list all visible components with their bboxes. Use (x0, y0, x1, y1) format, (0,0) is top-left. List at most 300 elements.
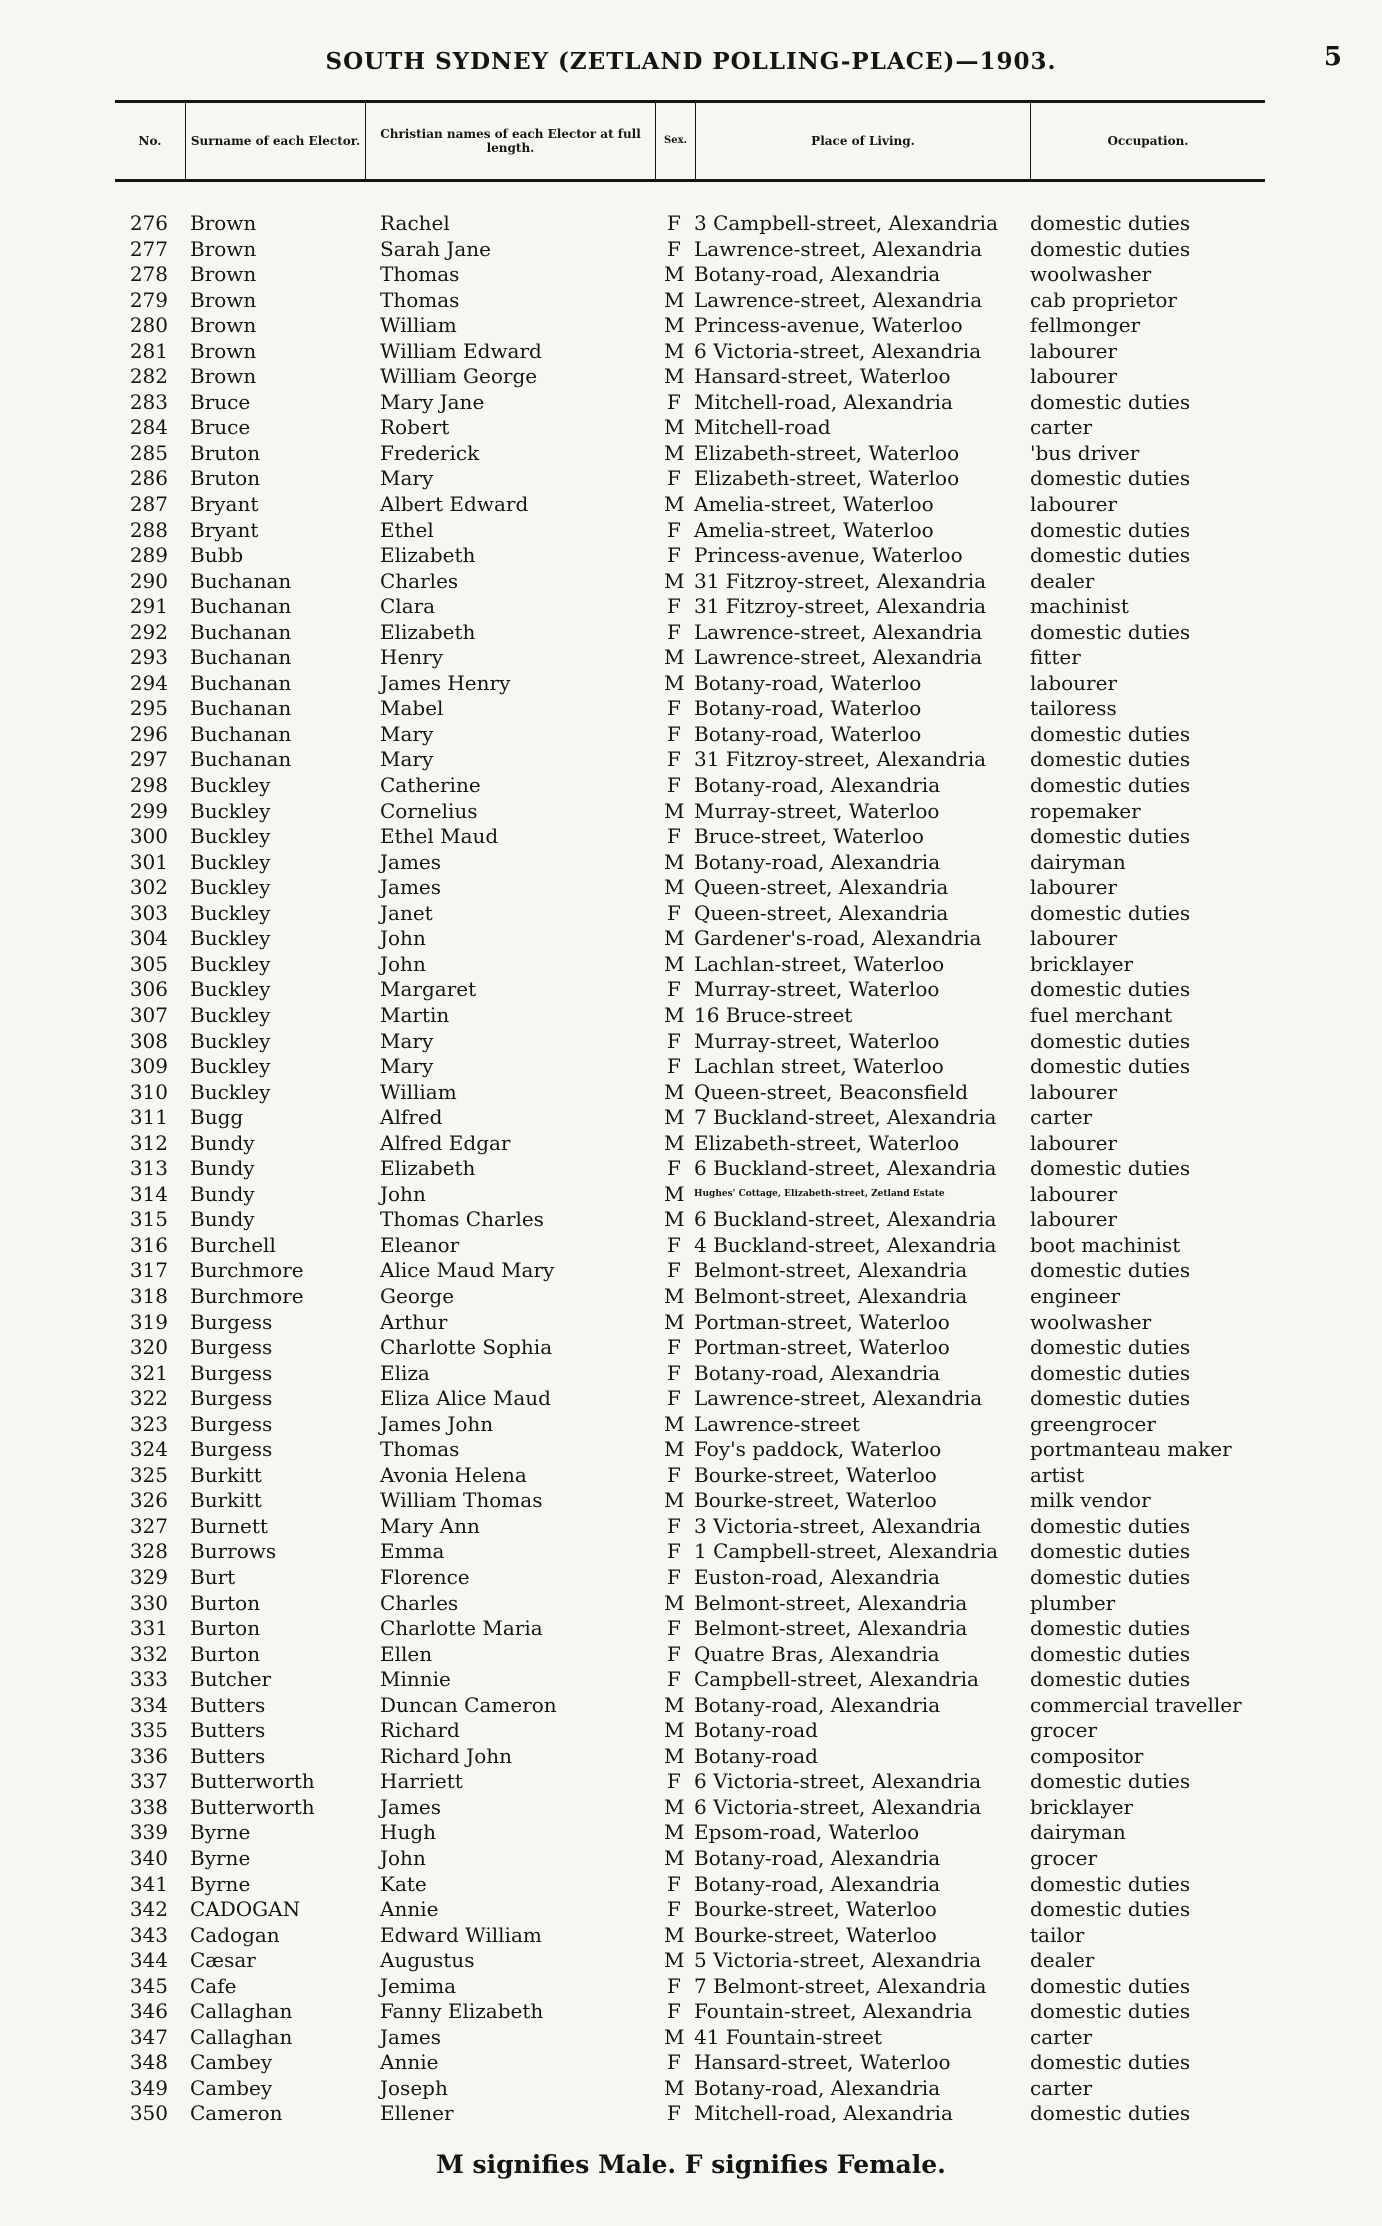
elector-christian-names: Charles (380, 1590, 459, 1615)
elector-surname: Callaghan (190, 2024, 293, 2049)
table-row (0, 441, 1382, 467)
elector-surname: Buckley (190, 773, 271, 798)
elector-place: Hughes' Cottage, Elizabeth-street, Zetland Estate (694, 1188, 945, 1199)
elector-number: 322 (129, 1386, 168, 1411)
table-row (0, 645, 1382, 671)
elector-number: 299 (129, 798, 168, 823)
table-row (0, 364, 1382, 390)
elector-sex: M (664, 568, 685, 593)
elector-occupation: domestic duties (1030, 1616, 1191, 1641)
elector-christian-names: Avonia Helena (380, 1462, 527, 1487)
elector-place: Lawrence-street, Alexandria (694, 645, 983, 670)
elector-surname: Buckley (190, 1002, 271, 1027)
elector-number: 340 (129, 1846, 168, 1870)
elector-sex: F (667, 1769, 681, 1794)
table-row (0, 824, 1382, 850)
elector-place: Botany-road, Alexandria (694, 1360, 941, 1385)
elector-occupation: bricklayer (1030, 1794, 1134, 1819)
elector-place: Lawrence-street, Alexandria (694, 1386, 983, 1411)
table-row (0, 1642, 1382, 1668)
elector-christian-names: Augustus (380, 1948, 475, 1973)
elector-sex: F (667, 619, 681, 644)
elector-occupation: domestic duties (1030, 1360, 1191, 1385)
column-header-sex: Sex. (655, 103, 695, 179)
elector-place: Botany-road, Alexandria (694, 262, 941, 287)
elector-sex: F (667, 721, 681, 746)
table-row (0, 1923, 1382, 1949)
elector-sex: M (664, 1922, 685, 1947)
table-header (115, 100, 1265, 182)
elector-occupation: domestic duties (1030, 1513, 1191, 1538)
elector-surname: Burchmore (190, 1283, 304, 1308)
elector-surname: Butterworth (190, 1794, 315, 1819)
elector-sex: F (667, 2101, 681, 2126)
elector-occupation: domestic duties (1030, 543, 1191, 568)
elector-number: 336 (129, 1743, 168, 1768)
elector-christian-names: Annie (380, 1897, 439, 1922)
elector-number: 282 (129, 364, 168, 389)
elector-place: Mitchell-road (694, 415, 831, 440)
elector-surname: Burnett (190, 1513, 268, 1538)
elector-sex: F (667, 1897, 681, 1922)
table-row (0, 1488, 1382, 1514)
elector-christian-names: Charlotte Maria (380, 1616, 543, 1641)
elector-surname: Buchanan (190, 670, 292, 695)
elector-surname: Cameron (190, 2101, 283, 2126)
elector-number: 298 (129, 773, 168, 798)
elector-place: Portman-street, Waterloo (694, 1335, 950, 1360)
elector-surname: Burgess (190, 1360, 273, 1385)
elector-number: 309 (129, 1054, 168, 1079)
elector-number: 293 (129, 645, 168, 670)
elector-number: 281 (129, 338, 168, 363)
table-row (0, 1284, 1382, 1310)
table-row (0, 492, 1382, 518)
elector-number: 304 (129, 926, 168, 951)
elector-christian-names: Margaret (380, 977, 477, 1002)
elector-christian-names: Florence (380, 1564, 470, 1589)
elector-sex: F (667, 1973, 681, 1998)
elector-occupation: woolwasher (1030, 262, 1152, 287)
elector-surname: Butcher (190, 1667, 272, 1692)
elector-surname: Bryant (190, 492, 259, 517)
elector-surname: Burgess (190, 1309, 273, 1334)
table-row (0, 977, 1382, 1003)
elector-surname: Bundy (190, 1207, 255, 1232)
table-row (0, 466, 1382, 492)
elector-surname: Bruton (190, 466, 261, 491)
elector-place: Botany-road, Waterloo (694, 696, 922, 721)
elector-surname: Buckley (190, 900, 271, 925)
table-row (0, 1386, 1382, 1412)
elector-christian-names: Hugh (380, 1820, 437, 1845)
elector-sex: M (664, 1846, 685, 1870)
elector-christian-names: Emma (380, 1539, 445, 1564)
elector-surname: Bundy (190, 1130, 255, 1155)
elector-surname: Buchanan (190, 645, 292, 670)
elector-place: 31 Fitzroy-street, Alexandria (694, 747, 987, 772)
elector-christian-names: Thomas Charles (380, 1207, 544, 1232)
elector-surname: Butters (190, 1692, 266, 1717)
elector-occupation: plumber (1030, 1590, 1116, 1615)
elector-place: 7 Buckland-street, Alexandria (694, 1105, 997, 1130)
elector-surname: Brown (190, 236, 257, 261)
elector-christian-names: Mabel (380, 696, 444, 721)
elector-number: 303 (129, 900, 168, 925)
elector-place: Bourke-street, Waterloo (694, 1462, 937, 1487)
elector-number: 331 (129, 1616, 168, 1641)
elector-christian-names: Robert (380, 415, 450, 440)
elector-christian-names: Annie (380, 2050, 439, 2075)
elector-sex: F (667, 1054, 681, 1079)
elector-sex: M (664, 875, 685, 900)
elector-surname: Cambey (190, 2050, 273, 2075)
elector-place: Botany-road, Alexandria (694, 1692, 941, 1717)
elector-sex: F (667, 1462, 681, 1487)
elector-number: 348 (129, 2050, 168, 2075)
elector-christian-names: Richard (380, 1718, 460, 1743)
elector-surname: Bundy (190, 1156, 255, 1181)
elector-occupation: commercial traveller (1030, 1692, 1242, 1717)
elector-christian-names: Joseph (380, 2075, 448, 2100)
elector-number: 313 (129, 1156, 168, 1181)
elector-number: 328 (129, 1539, 168, 1564)
elector-number: 297 (129, 747, 168, 772)
elector-christian-names: Richard John (380, 1743, 513, 1768)
elector-surname: Buchanan (190, 594, 292, 619)
elector-sex: M (664, 1820, 685, 1845)
elector-surname: Buckley (190, 875, 271, 900)
elector-sex: M (664, 1309, 685, 1334)
elector-number: 306 (129, 977, 168, 1002)
elector-number: 278 (129, 262, 168, 287)
elector-surname: Brown (190, 262, 257, 287)
table-row (0, 313, 1382, 339)
elector-occupation: domestic duties (1030, 773, 1191, 798)
elector-surname: Bruton (190, 440, 261, 465)
elector-occupation: dealer (1030, 568, 1095, 593)
table-row (0, 1361, 1382, 1387)
elector-occupation: boot machinist (1030, 1232, 1181, 1257)
elector-number: 343 (129, 1922, 168, 1947)
elector-sex: M (664, 1590, 685, 1615)
elector-occupation: domestic duties (1030, 619, 1191, 644)
elector-place: 6 Victoria-street, Alexandria (694, 338, 982, 363)
elector-christian-names: Elizabeth (380, 543, 476, 568)
elector-number: 333 (129, 1667, 168, 1692)
elector-surname: Burchell (190, 1232, 276, 1257)
elector-sex: F (667, 543, 681, 568)
elector-occupation: compositor (1030, 1743, 1144, 1768)
elector-number: 291 (129, 594, 168, 619)
elector-sex: M (664, 492, 685, 517)
table-row (0, 952, 1382, 978)
table-row (0, 1539, 1382, 1565)
elector-sex: M (664, 1105, 685, 1130)
table-row (0, 1437, 1382, 1463)
elector-occupation: fellmonger (1030, 313, 1141, 338)
table-row (0, 1718, 1382, 1744)
elector-place: Murray-street, Waterloo (694, 1028, 940, 1053)
elector-surname: Butters (190, 1743, 266, 1768)
elector-christian-names: Elizabeth (380, 1156, 476, 1181)
elector-place: 3 Victoria-street, Alexandria (694, 1513, 982, 1538)
elector-place: Botany-road (694, 1718, 818, 1743)
table-row (0, 1131, 1382, 1157)
table-row (0, 1463, 1382, 1489)
elector-sex: F (667, 389, 681, 414)
elector-number: 292 (129, 619, 168, 644)
table-row (0, 1182, 1382, 1208)
elector-christian-names: Mary (380, 466, 434, 491)
elector-sex: F (667, 466, 681, 491)
elector-surname: Buchanan (190, 696, 292, 721)
elector-number: 295 (129, 696, 168, 721)
elector-christian-names: James (380, 1794, 442, 1819)
elector-surname: Bugg (190, 1105, 244, 1130)
elector-occupation: domestic duties (1030, 721, 1191, 746)
elector-place: Bourke-street, Waterloo (694, 1897, 937, 1922)
elector-place: Lawrence-street (694, 1411, 860, 1436)
table-row (0, 2076, 1382, 2102)
elector-number: 318 (129, 1283, 168, 1308)
elector-surname: Buchanan (190, 619, 292, 644)
elector-surname: Burkitt (190, 1462, 262, 1487)
elector-sex: M (664, 440, 685, 465)
elector-number: 339 (129, 1820, 168, 1845)
elector-place: 4 Buckland-street, Alexandria (694, 1232, 997, 1257)
elector-christian-names: Cornelius (380, 798, 478, 823)
elector-place: Bruce-street, Waterloo (694, 824, 924, 849)
table-row (0, 569, 1382, 595)
table-row (0, 1897, 1382, 1923)
elector-place: Hansard-street, Waterloo (694, 2050, 951, 2075)
elector-sex: F (667, 1335, 681, 1360)
elector-occupation: greengrocer (1030, 1411, 1156, 1436)
elector-sex: M (664, 364, 685, 389)
elector-occupation: artist (1030, 1462, 1085, 1487)
elector-place: Belmont-street, Alexandria (694, 1258, 968, 1283)
elector-sex: M (664, 1743, 685, 1768)
elector-occupation: labourer (1030, 1181, 1118, 1206)
table-row (0, 1820, 1382, 1846)
elector-place: Lachlan-street, Waterloo (694, 951, 945, 976)
elector-sex: M (664, 798, 685, 823)
elector-place: Epsom-road, Waterloo (694, 1820, 920, 1845)
table-row (0, 390, 1382, 416)
elector-occupation: carter (1030, 415, 1093, 440)
table-row (0, 1054, 1382, 1080)
elector-surname: Burton (190, 1590, 261, 1615)
elector-surname: Bryant (190, 517, 259, 542)
elector-sex: M (664, 1130, 685, 1155)
table-row (0, 543, 1382, 569)
column-header-no: No. (138, 134, 162, 148)
elector-christian-names: John (380, 951, 426, 976)
elector-sex: M (664, 1207, 685, 1232)
elector-occupation: domestic duties (1030, 1871, 1191, 1896)
elector-sex: M (664, 645, 685, 670)
elector-number: 324 (129, 1437, 168, 1462)
elector-place: 1 Campbell-street, Alexandria (694, 1539, 998, 1564)
elector-sex: F (667, 1999, 681, 2024)
elector-place: 31 Fitzroy-street, Alexandria (694, 594, 987, 619)
elector-place: Elizabeth-street, Waterloo (694, 1130, 960, 1155)
elector-number: 307 (129, 1002, 168, 1027)
table-row (0, 799, 1382, 825)
elector-christian-names: Rachel (380, 211, 450, 235)
elector-christian-names: William (380, 313, 457, 338)
elector-sex: F (667, 977, 681, 1002)
elector-place: Bourke-street, Waterloo (694, 1488, 937, 1513)
elector-occupation: domestic duties (1030, 1258, 1191, 1283)
table-row (0, 2050, 1382, 2076)
elector-sex: M (664, 338, 685, 363)
elector-occupation: domestic duties (1030, 747, 1191, 772)
elector-place: Botany-road, Waterloo (694, 721, 922, 746)
table-row (0, 926, 1382, 952)
table-row (0, 1693, 1382, 1719)
elector-number: 349 (129, 2075, 168, 2100)
elector-place: Foy's paddock, Waterloo (694, 1437, 942, 1462)
table-row (0, 1258, 1382, 1284)
elector-occupation: labourer (1030, 1207, 1118, 1232)
elector-sex: M (664, 1079, 685, 1104)
elector-number: 310 (129, 1079, 168, 1104)
elector-occupation: domestic duties (1030, 2101, 1191, 2126)
table-row (0, 773, 1382, 799)
elector-place: Botany-road, Alexandria (694, 2075, 941, 2100)
elector-place: Belmont-street, Alexandria (694, 1590, 968, 1615)
elector-occupation: dealer (1030, 1948, 1095, 1973)
table-row (0, 1591, 1382, 1617)
elector-surname: Burchmore (190, 1258, 304, 1283)
elector-occupation: tailoress (1030, 696, 1117, 721)
table-row (0, 1744, 1382, 1770)
elector-christian-names: Charlotte Sophia (380, 1335, 553, 1360)
elector-surname: Byrne (190, 1846, 251, 1870)
elector-number: 317 (129, 1258, 168, 1283)
elector-place: Amelia-street, Waterloo (694, 492, 934, 517)
elector-christian-names: George (380, 1283, 455, 1308)
elector-sex: M (664, 415, 685, 440)
elector-christian-names: Janet (380, 900, 433, 925)
elector-sex: F (667, 773, 681, 798)
elector-place: 6 Buckland-street, Alexandria (694, 1156, 997, 1181)
elector-surname: Buckley (190, 798, 271, 823)
page-title: SOUTH SYDNEY (ZETLAND POLLING-PLACE)—1903. (325, 48, 1057, 75)
elector-sex: F (667, 236, 681, 261)
elector-christian-names: Ethel Maud (380, 824, 499, 849)
elector-place: Fountain-street, Alexandria (694, 1999, 973, 2024)
elector-christian-names: Fanny Elizabeth (380, 1999, 544, 2024)
elector-surname: Butters (190, 1718, 266, 1743)
elector-occupation: domestic duties (1030, 900, 1191, 925)
elector-occupation: domestic duties (1030, 1667, 1191, 1692)
elector-christian-names: Mary (380, 1028, 434, 1053)
elector-christian-names: Albert Edward (380, 492, 529, 517)
elector-surname: Buchanan (190, 568, 292, 593)
elector-place: Lawrence-street, Alexandria (694, 287, 983, 312)
elector-occupation: labourer (1030, 1079, 1118, 1104)
elector-surname: Byrne (190, 1820, 251, 1845)
elector-occupation: labourer (1030, 926, 1118, 951)
elector-place: Murray-street, Waterloo (694, 977, 940, 1002)
elector-surname: Byrne (190, 1871, 251, 1896)
elector-place: 6 Victoria-street, Alexandria (694, 1769, 982, 1794)
elector-place: Lawrence-street, Alexandria (694, 619, 983, 644)
elector-surname: Buckley (190, 951, 271, 976)
elector-christian-names: Clara (380, 594, 436, 619)
elector-place: Queen-street, Alexandria (694, 875, 949, 900)
elector-sex: F (667, 594, 681, 619)
elector-occupation: dairyman (1030, 849, 1126, 874)
elector-christian-names: Ethel (380, 517, 434, 542)
elector-sex: F (667, 1360, 681, 1385)
elector-sex: F (667, 1667, 681, 1692)
elector-sex: M (664, 1181, 685, 1206)
elector-number: 319 (129, 1309, 168, 1334)
elector-christian-names: William Edward (380, 338, 542, 363)
elector-sex: M (664, 1437, 685, 1462)
elector-occupation: domestic duties (1030, 1897, 1191, 1922)
elector-surname: Buckley (190, 1079, 271, 1104)
table-row (0, 288, 1382, 314)
elector-christian-names: Jemima (380, 1973, 457, 1998)
elector-occupation: labourer (1030, 338, 1118, 363)
elector-surname: Buckley (190, 824, 271, 849)
elector-occupation: labourer (1030, 492, 1118, 517)
elector-sex: M (664, 1002, 685, 1027)
elector-surname: Buckley (190, 849, 271, 874)
elector-occupation: domestic duties (1030, 1386, 1191, 1411)
elector-christian-names: Harriett (380, 1769, 463, 1794)
elector-surname: Burkitt (190, 1488, 262, 1513)
elector-sex: F (667, 696, 681, 721)
elector-number: 279 (129, 287, 168, 312)
elector-sex: M (664, 1718, 685, 1743)
elector-occupation: machinist (1030, 594, 1129, 619)
elector-number: 305 (129, 951, 168, 976)
table-row (0, 1514, 1382, 1540)
table-row (0, 671, 1382, 697)
elector-number: 327 (129, 1513, 168, 1538)
table-row (0, 1769, 1382, 1795)
elector-occupation: domestic duties (1030, 517, 1191, 542)
elector-christian-names: Alfred Edgar (380, 1130, 511, 1155)
elector-christian-names: Eliza Alice Maud (380, 1386, 551, 1411)
elector-number: 294 (129, 670, 168, 695)
table-row (0, 1003, 1382, 1029)
table-row (0, 620, 1382, 646)
elector-sex: M (664, 951, 685, 976)
elector-surname: Burton (190, 1616, 261, 1641)
elector-occupation: domestic duties (1030, 1156, 1191, 1181)
elector-place: Queen-street, Alexandria (694, 900, 949, 925)
elector-occupation: bricklayer (1030, 951, 1134, 976)
page-number: 5 (1323, 42, 1342, 72)
elector-number: 315 (129, 1207, 168, 1232)
column-header-christian-names: Christian names of each Elector at full length. (365, 103, 655, 179)
elector-place: Botany-road (694, 1743, 818, 1768)
elector-occupation: cab proprietor (1030, 287, 1177, 312)
elector-occupation: grocer (1030, 1846, 1098, 1870)
elector-surname: Burgess (190, 1386, 273, 1411)
elector-sex: M (664, 313, 685, 338)
table-row (0, 1565, 1382, 1591)
table-row (0, 1795, 1382, 1821)
table-row (0, 211, 1382, 237)
